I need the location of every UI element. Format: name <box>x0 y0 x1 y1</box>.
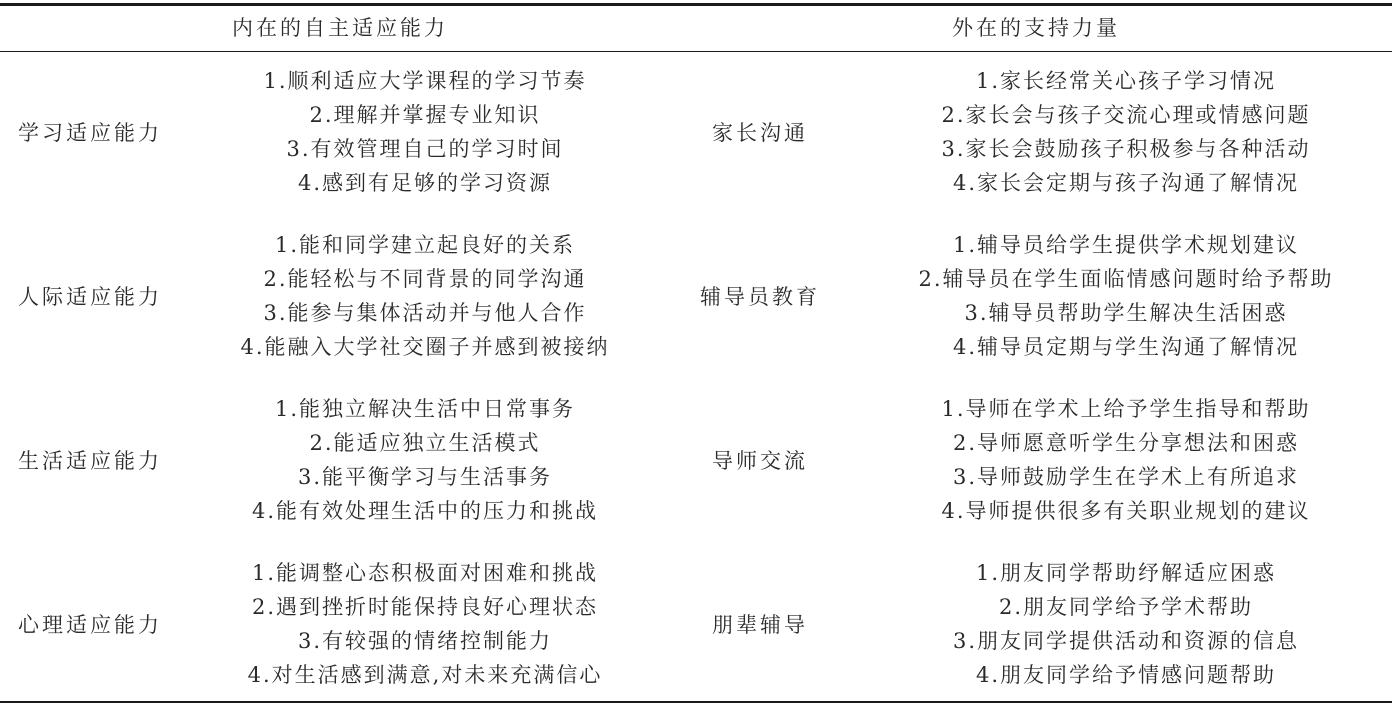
inner-items-list <box>160 390 690 530</box>
list-item: 2.家长会与孩子交流心理或情感问题 <box>941 103 1311 127</box>
list-item: 1.辅导员给学生提供学术规划建议 <box>952 233 1300 257</box>
list-item: 2.辅导员在学生面临情感问题时给予帮助 <box>918 267 1334 291</box>
list-item: 4.对生活感到满意,对未来充满信心 <box>247 663 603 687</box>
list-item: 2.朋友同学给予学术帮助 <box>998 595 1254 619</box>
inner-items-list <box>160 554 690 694</box>
header-inner-ability: 内在的自主适应能力 <box>232 16 448 40</box>
table-top-rule <box>0 3 1392 6</box>
list-item: 4.家长会定期与孩子沟通了解情况 <box>952 171 1300 195</box>
list-item: 3.能参与集体活动并与他人合作 <box>263 301 587 325</box>
support-name: 导师交流 <box>712 449 808 473</box>
support-name: 家长沟通 <box>712 121 808 145</box>
inner-items-list <box>160 226 690 366</box>
list-item: 4.辅导员定期与学生沟通了解情况 <box>952 335 1300 359</box>
list-item: 3.有较强的情绪控制能力 <box>297 629 553 653</box>
table-row <box>0 390 1392 553</box>
list-item: 2.导师愿意听学生分享想法和困惑 <box>952 431 1300 455</box>
list-item: 3.朋友同学提供活动和资源的信息 <box>952 629 1300 653</box>
outer-items-list <box>860 554 1392 694</box>
list-item: 1.导师在学术上给予学生指导和帮助 <box>941 397 1311 421</box>
list-item: 4.朋友同学给予情感问题帮助 <box>975 663 1277 687</box>
list-item: 4.感到有足够的学习资源 <box>297 171 553 195</box>
table-row <box>0 226 1392 389</box>
outer-items-list <box>860 62 1392 202</box>
outer-items-list <box>860 226 1392 366</box>
list-item: 1.能和同学建立起良好的关系 <box>274 233 576 257</box>
table-row <box>0 554 1392 717</box>
ability-name: 心理适应能力 <box>18 613 162 637</box>
list-item: 3.导师鼓励学生在学术上有所追求 <box>952 465 1300 489</box>
list-item: 2.理解并掌握专业知识 <box>309 103 541 127</box>
ability-name: 人际适应能力 <box>18 285 162 309</box>
list-item: 1.家长经常关心孩子学习情况 <box>975 69 1277 93</box>
list-item: 3.家长会鼓励孩子积极参与各种活动 <box>941 137 1311 161</box>
outer-items-list <box>860 390 1392 530</box>
list-item: 1.能调整心态积极面对困难和挑战 <box>251 561 599 585</box>
inner-items-list <box>160 62 690 202</box>
list-item: 2.遇到挫折时能保持良好心理状态 <box>251 595 599 619</box>
ability-name: 学习适应能力 <box>18 121 162 145</box>
table-row <box>0 62 1392 225</box>
list-item: 1.顺利适应大学课程的学习节奏 <box>263 69 587 93</box>
list-item: 4.能融入大学社交圈子并感到被接纳 <box>240 335 610 359</box>
table-bottom-rule <box>0 701 1392 703</box>
support-name: 辅导员教育 <box>700 285 820 309</box>
list-item: 3.辅导员帮助学生解决生活困惑 <box>964 301 1288 325</box>
list-item: 1.能独立解决生活中日常事务 <box>274 397 576 421</box>
list-item: 4.能有效处理生活中的压力和挑战 <box>251 499 599 523</box>
list-item: 1.朋友同学帮助纾解适应困惑 <box>975 561 1277 585</box>
list-item: 3.有效管理自己的学习时间 <box>286 137 564 161</box>
ability-name: 生活适应能力 <box>18 449 162 473</box>
header-outer-support: 外在的支持力量 <box>952 16 1120 40</box>
list-item: 2.能轻松与不同背景的同学沟通 <box>263 267 587 291</box>
list-item: 3.能平衡学习与生活事务 <box>297 465 553 489</box>
list-item: 4.导师提供很多有关职业规划的建议 <box>941 499 1311 523</box>
support-name: 朋辈辅导 <box>712 613 808 637</box>
table-header-rule <box>0 51 1392 52</box>
list-item: 2.能适应独立生活模式 <box>309 431 541 455</box>
